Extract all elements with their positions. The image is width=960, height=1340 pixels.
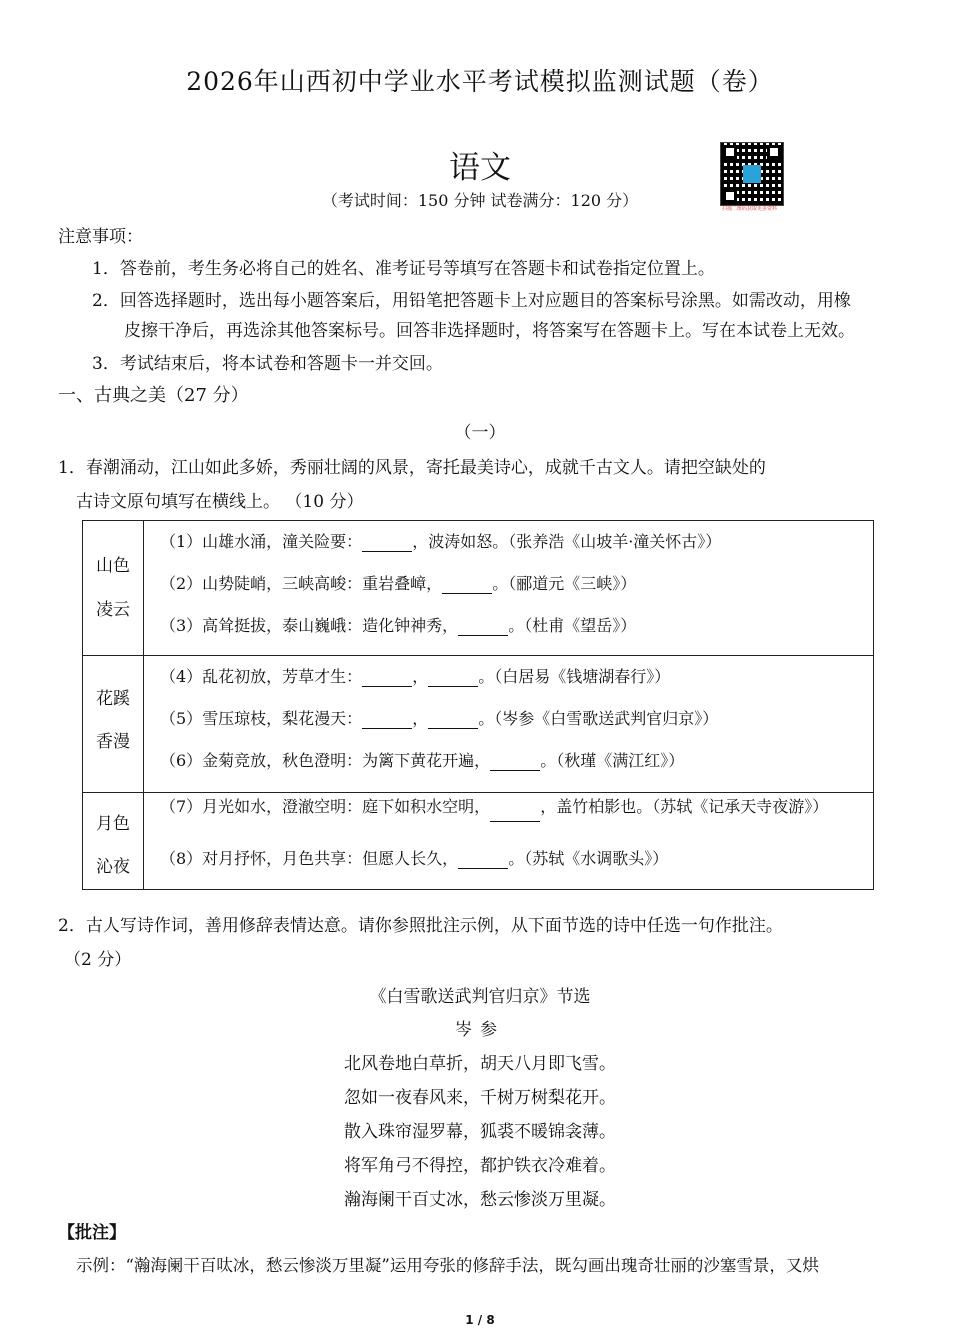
category-label: 香漫 [96, 732, 130, 752]
poem-line: 散入珠帘湿罗幕，狐裘不暖锦衾薄。 [344, 1122, 616, 1142]
subject-title: 语文 [449, 150, 511, 186]
category-cell [83, 656, 144, 793]
item-text: （2）山势陡峭，三峡高峻：重岩叠嶂， [160, 574, 443, 593]
category-label: 凌云 [96, 600, 130, 620]
qr-code-icon [720, 142, 784, 206]
fill-item [160, 524, 873, 566]
poem-line: 忽如一夜春风来，千树万树梨花开。 [344, 1088, 616, 1108]
qr-caption: 扫描二维码获取更多资料 [722, 206, 778, 212]
category-label: 山色 [96, 556, 130, 576]
poem-title: 《白雪歌送武判官归京》节选 [369, 987, 591, 1007]
item-text: 。（郦道元《三峡》） [492, 574, 637, 593]
item-text: 。（杜甫《望岳》） [508, 616, 637, 635]
fill-item [160, 701, 873, 743]
items-cell [144, 521, 874, 656]
item-text: ，波涛如怒。（张养浩《山坡羊·潼关怀古》） [412, 532, 722, 551]
annotation-heading: 【批注】 [58, 1223, 126, 1243]
category-cell [83, 521, 144, 656]
answer-blank[interactable] [362, 710, 412, 729]
table-row [83, 521, 874, 656]
item-text: 。（秋瑾《满江红》） [540, 751, 685, 770]
fill-in-table [82, 520, 874, 890]
fill-item [160, 743, 873, 785]
category-label: 花蹊 [96, 689, 130, 709]
item-text: （6）金菊竞放，秋色澄明：为篱下黄花开遍， [160, 751, 491, 770]
question-1-stem: 1．春潮涌动，江山如此多娇，秀丽壮阔的风景，寄托最美诗心，成就千古文人。请把空缺处的 [58, 458, 766, 478]
answer-blank[interactable] [490, 752, 540, 771]
question-1-stem: 古诗文原句填写在横线上。 （10 分） [76, 492, 364, 512]
poem-line: 将军角弓不得控，都护铁衣冷难着。 [344, 1156, 616, 1176]
category-label: 沁夜 [96, 857, 130, 877]
item-text: 。（白居易《钱塘湖春行》） [478, 667, 671, 686]
item-text: （1）山雄水涌，潼关险要： [160, 532, 363, 551]
items-cell [144, 793, 874, 890]
answer-blank[interactable] [490, 803, 540, 822]
notice-item: 皮擦干净后，再选涂其他答案标号。回答非选择题时，将答案写在答题卡上。写在本试卷上无效。 [124, 321, 855, 341]
notice-item: 3．考试结束后，将本试卷和答题卡一并交回。 [92, 354, 443, 374]
item-text: （3）高耸挺拔，泰山巍峨：造化钟神秀， [160, 616, 459, 635]
annotation-example: 示例：“瀚海阑干百呔冰，愁云惨淡万里凝”运用夸张的修辞手法，既勾画出瑰奇壮丽的沙塞雪景，又烘 [76, 1256, 819, 1275]
answer-blank[interactable] [458, 850, 508, 869]
question-2-stem: （2 分） [64, 950, 132, 970]
page-number: 1 / 8 [465, 1313, 495, 1327]
question-2-stem: 2．古人写诗作词，善用修辞表情达意。请你参照批注示例，从下面节选的诗中任选一句作批注。 [58, 916, 783, 936]
answer-blank[interactable] [442, 575, 492, 594]
notice-item: 1．答卷前，考生务必将自己的姓名、准考证号等填写在答题卡和试卷指定位置上。 [92, 259, 715, 279]
exam-time-info: （考试时间：150 分钟 试卷满分：120 分） [321, 191, 639, 210]
item-text: 。（苏轼《水调歌头》） [508, 849, 669, 868]
fill-item [160, 789, 873, 841]
fill-item [160, 659, 873, 701]
poem-line: 北风卷地白草折，胡天八月即飞雪。 [344, 1054, 616, 1074]
item-text: （7）月光如水，澄澈空明：庭下如积水空明， [160, 797, 491, 816]
table-row [83, 656, 874, 793]
fill-item [160, 566, 873, 608]
answer-blank[interactable] [458, 617, 508, 636]
table-row [83, 793, 874, 890]
item-text: （4）乱花初放，芳草才生： [160, 667, 363, 686]
poem-line: 瀚海阑干百丈冰，愁云惨淡万里凝。 [344, 1190, 616, 1210]
answer-blank[interactable] [428, 710, 478, 729]
answer-blank[interactable] [428, 668, 478, 687]
item-text: ，盖竹柏影也。（苏轼《记承天寺夜游》） [540, 797, 829, 816]
item-text: 。（岑参《白雪歌送武判官归京》） [478, 709, 719, 728]
fill-item [160, 608, 873, 650]
item-text: （5）雪压琼枝，梨花漫天： [160, 709, 363, 728]
exam-title: 2026年山西初中学业水平考试模拟监测试题（卷） [186, 67, 774, 96]
answer-blank[interactable] [362, 533, 412, 552]
item-text: （8）对月抒怀，月色共享：但愿人长久， [160, 849, 459, 868]
poem-author: 岑参 [455, 1020, 505, 1040]
notice-item: 2．回答选择题时，选出每小题答案后，用铅笔把答题卡上对应题目的答案标号涂黑。如需改动，用橡 [92, 291, 851, 311]
category-label: 月色 [96, 814, 130, 834]
item-text: ， [412, 709, 429, 728]
items-cell [144, 656, 874, 793]
part-heading: （一） [454, 423, 506, 443]
fill-item [160, 841, 873, 883]
item-text: ， [412, 667, 429, 686]
category-cell [83, 793, 144, 890]
answer-blank[interactable] [362, 668, 412, 687]
section-heading: 一、古典之美（27 分） [58, 385, 249, 406]
notice-heading: 注意事项： [58, 227, 143, 247]
